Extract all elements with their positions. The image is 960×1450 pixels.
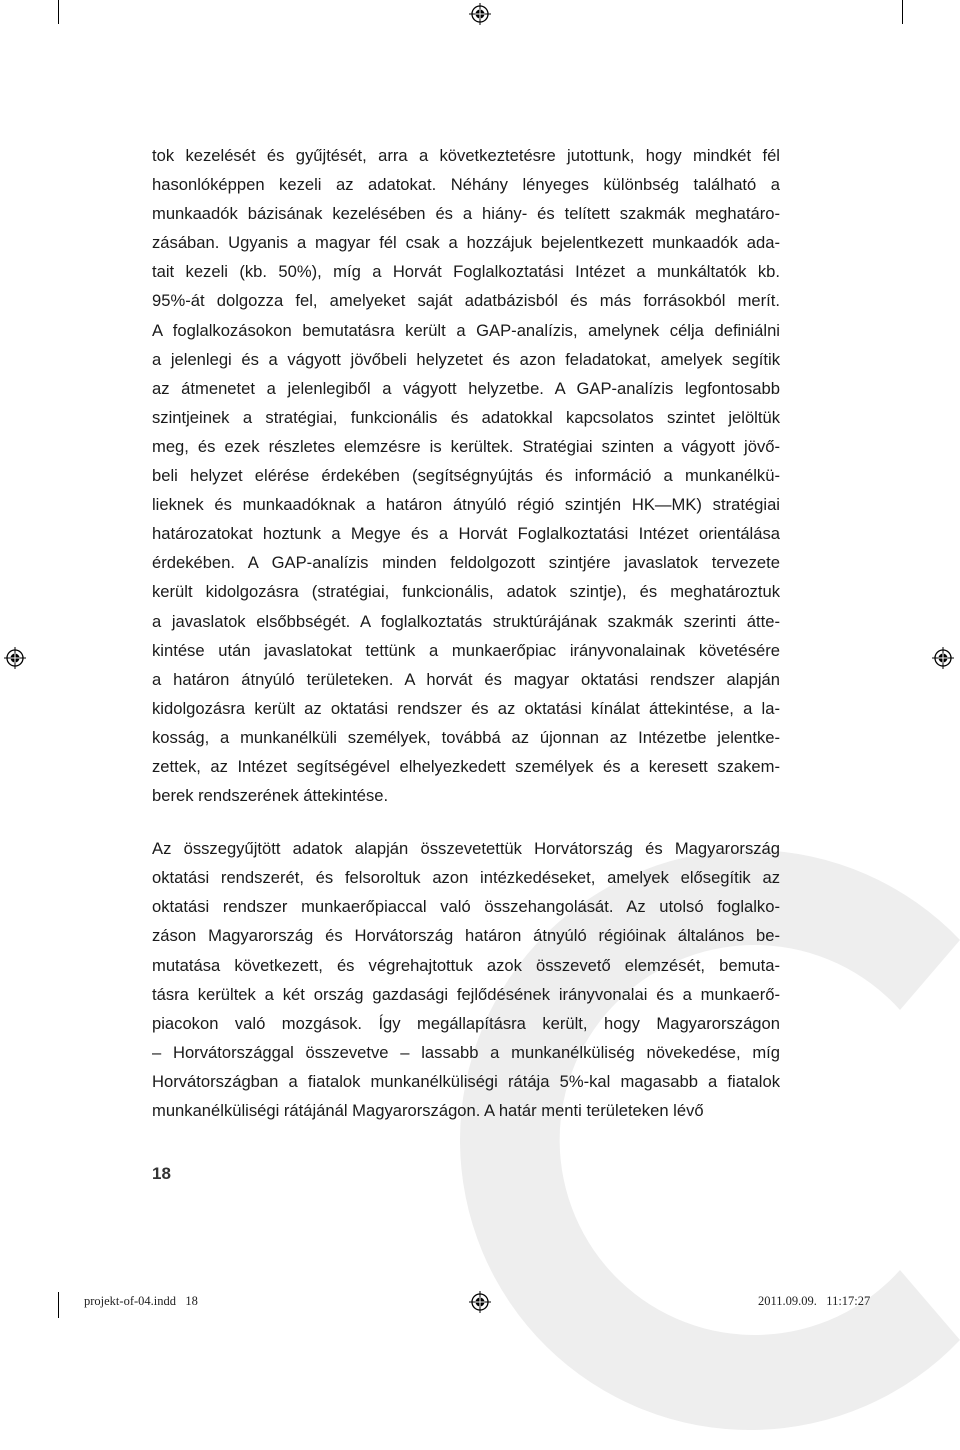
text-line: meg, és ezek részletes elemzésre is kerültek. Stratégiai szinten a vágyott jövő- [152, 436, 780, 456]
text-line: lieknek és munkaadóknak a határon átnyúló régió szintjén HK—MK) stratégiai [152, 495, 780, 515]
crop-mark-top-left [58, 0, 59, 24]
text-line: záson Magyarország és Horvátország határon átnyúló régióinak általános be- [152, 926, 780, 946]
text-line: határozatokat hoztunk a Megye és a Horvát Foglalkoztatási Intézet orientálása [152, 524, 780, 544]
body-text [152, 141, 780, 1125]
text-line: az átmenetet a jelenlegiből a vágyott helyzetbe. A GAP-analízis legfontosabb [152, 378, 780, 398]
text-line: munkaadók bázisának kezelésében és a hiány- és telített szakmák meghatáro- [152, 204, 780, 224]
text-line: szintjeinek a stratégiai, funkcionális és adatokkal kapcsolatos szintet jelöltük [152, 407, 780, 427]
registration-mark-right-icon [932, 647, 954, 669]
paragraph-gap [152, 810, 780, 834]
text-line: zásában. Ugyanis a magyar fél csak a hozzájuk bejelentkezett munkaadók ada- [152, 233, 780, 253]
text-line: kosság, a munkanélküli személyek, továbbá az újonnan az Intézetbe jelentke- [152, 727, 780, 747]
text-line: tásra kerültek a két ország gazdasági fejlődésének irányvonalai és a munkaerő- [152, 984, 780, 1004]
text-line: a javaslatok elsőbbségét. A foglalkoztatás struktúrájának szakmák szerinti átte- [152, 611, 780, 631]
paragraph-1 [152, 141, 780, 810]
text-line: beli helyzet elérése érdekében (segítségnyújtás és információ a munkanélkü- [152, 466, 780, 486]
text-line: oktatási rendszer munkaerőpiaccal való összehangolását. Az utolsó foglalko- [152, 897, 780, 917]
text-line: érdekében. A GAP-analízis minden feldolgozott szintjére javaslatok tervezete [152, 553, 780, 573]
text-line: tait kezeli (kb. 50%), míg a Horvát Foglalkoztatási Intézet a munkáltatók kb. [152, 262, 780, 282]
paragraph-2 [152, 834, 780, 1125]
text-line: – Horvátországgal összevetve – lassabb a munkanélküliség növekedése, míg [152, 1042, 780, 1062]
text-line: oktatási rendszerét, és felsoroltuk azon intézkedéseket, amelyek elősegítik az [152, 868, 780, 888]
registration-mark-left-icon [4, 647, 26, 669]
text-line: Az összegyűjtött adatok alapján összevetettük Horvátország és Magyarország [152, 839, 780, 859]
text-line: hasonlóképpen kezeli az adatokat. Néhány lényeges különbség található a [152, 175, 780, 195]
text-line: Horvátországban a fiatalok munkanélküliségi rátája 5%-kal magasabb a fiatalok [152, 1071, 780, 1091]
slug-file-name: projekt-of-04.indd 18 [84, 1294, 198, 1308]
page-number: 18 [152, 1164, 171, 1183]
text-line: mutatása következett, és végrehajtottuk azok összevető elemzését, bemuta- [152, 955, 780, 975]
text-line: zettek, az Intézet segítségével elhelyezkedett személyek és a keresett szakem- [152, 756, 780, 776]
slug-date-time: 2011.09.09. 11:17:27 [758, 1294, 871, 1308]
text-line: piacokon való mozgások. Így megállapításra került, hogy Magyarországon [152, 1013, 780, 1033]
registration-mark-top-icon [469, 3, 491, 25]
text-line: 95%-át dolgozza fel, amelyeket saját adatbázisból és más forrásokból merít. [152, 291, 780, 311]
text-line: tok kezelését és gyűjtését, arra a következtetésre jutottunk, hogy mindkét fél [152, 146, 780, 165]
text-line: kidolgozásra került az oktatási rendszer és az oktatási kínálat áttekintése, a la- [152, 698, 780, 718]
crop-mark-top-right [902, 0, 903, 24]
crop-mark-bottom-left [58, 1292, 59, 1318]
text-line: berek rendszerének áttekintése. [152, 786, 389, 806]
text-line: a határon átnyúló területeken. A horvát és magyar oktatási rendszer alapján [152, 669, 780, 689]
text-line: került kidolgozásra (stratégiai, funkcionális, adatok szintje), és meghatároztuk [152, 582, 780, 602]
text-line: a jelenlegi és a vágyott jövőbeli helyzetet és azon feladatokat, amelyek segítik [152, 349, 780, 369]
text-line: A foglalkozásokon bemutatásra került a GAP-analízis, amelynek célja definiálni [152, 320, 780, 340]
text-line: munkanélküliségi rátájánál Magyarországon. A határ menti területeken lévő [152, 1101, 704, 1120]
text-line: kintése után javaslatokat tettünk a munkaerőpiac irányvonalainak követésére [152, 640, 780, 660]
